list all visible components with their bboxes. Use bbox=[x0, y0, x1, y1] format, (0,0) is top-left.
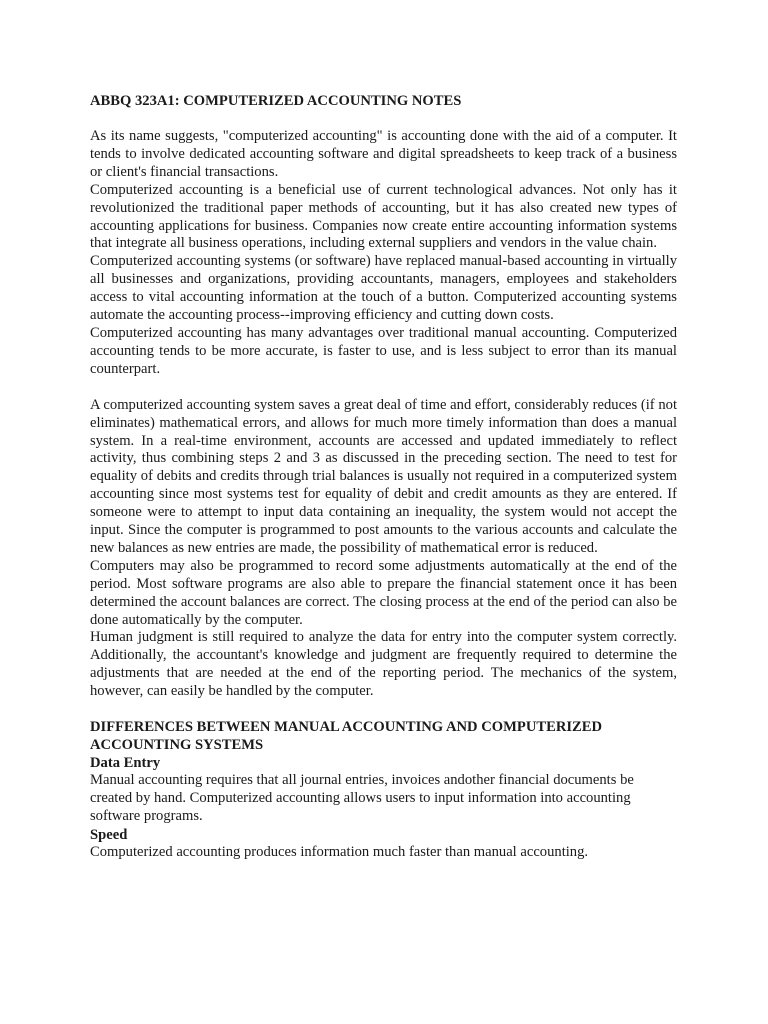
body-paragraph: A computerized accounting system saves a great deal of time and effort, considerably reduces (if not eliminates) mathematical errors, and allows for much more timely information than does a manual system. In a real-time environment, accounts are accessed and updated immediately to reflect activity, thus combining steps 2 and 3 as discussed in the preceding section. The need to test for equality of debits and credits through trial balances is usually not required in a computerized system accounting since most systems test for equality of debit and credit amounts as they are entered. If someone were to attempt to input data containing an inequality, the system would not accept the input. Since the computer is programmed to post amounts to the various accounts and calculate the new balances as new entries are made, the possibility of mathematical error is reduced. bbox=[90, 396, 677, 556]
document-page bbox=[90, 92, 677, 862]
body-paragraph: Human judgment is still required to analyze the data for entry into the computer system correctly. Additionally, the accountant's knowledge and judgment are frequently required to determine the adjustments that are needed at the end of the reporting period. The mechanics of the system, however, can easily be handled by the computer. bbox=[90, 629, 677, 700]
speed-text: Computerized accounting produces information much faster than manual accounting. bbox=[90, 843, 589, 860]
data-entry-text: Manual accounting requires that all journal entries, invoices andother financial documents be created by hand. Computerized accounting allows users to input information into accounting software programs. bbox=[90, 772, 634, 824]
body-paragraph: Computers may also be programmed to record some adjustments automatically at the end of the period. Most software programs are also able to prepare the financial statement once it has been determined the account balances are correct. The closing process at the end of the period can also be done automatically by the computer. bbox=[90, 557, 677, 628]
intro-paragraph: As its name suggests, "computerized accounting" is accounting done with the aid of a computer. It tends to involve dedicated accounting software and digital spreadsheets to keep track of a business or client's financial transactions. bbox=[90, 128, 677, 180]
intro-paragraph: Computerized accounting systems (or software) have replaced manual-based accounting in virtually all businesses and organizations, providing accountants, managers, employees and stakeholders access to vital accounting information at the touch of a button. Computerized accounting systems automate the accounting process--improving efficiency and cutting down costs. bbox=[90, 253, 677, 324]
intro-paragraph: Computerized accounting is a beneficial use of current technological advances. Not only has it revolutionized the traditional paper methods of accounting, but it has also created new types of accounting applications for business. Companies now create entire accounting information systems that integrate all business operations, including external suppliers and vendors in the value chain. bbox=[90, 181, 677, 252]
document-title: ABBQ 323A1: COMPUTERIZED ACCOUNTING NOTES bbox=[90, 93, 462, 109]
differences-section-heading: DIFFERENCES BETWEEN MANUAL ACCOUNTING AND COMPUTERIZED ACCOUNTING SYSTEMS bbox=[90, 719, 603, 754]
speed-subheading: Speed bbox=[90, 826, 128, 843]
intro-paragraph: Computerized accounting has many advantages over traditional manual accounting. Computerized accounting tends to be more accurate, is faster to use, and is less subject to error than its manual counterpart. bbox=[90, 324, 677, 377]
data-entry-subheading: Data Entry bbox=[90, 755, 161, 772]
